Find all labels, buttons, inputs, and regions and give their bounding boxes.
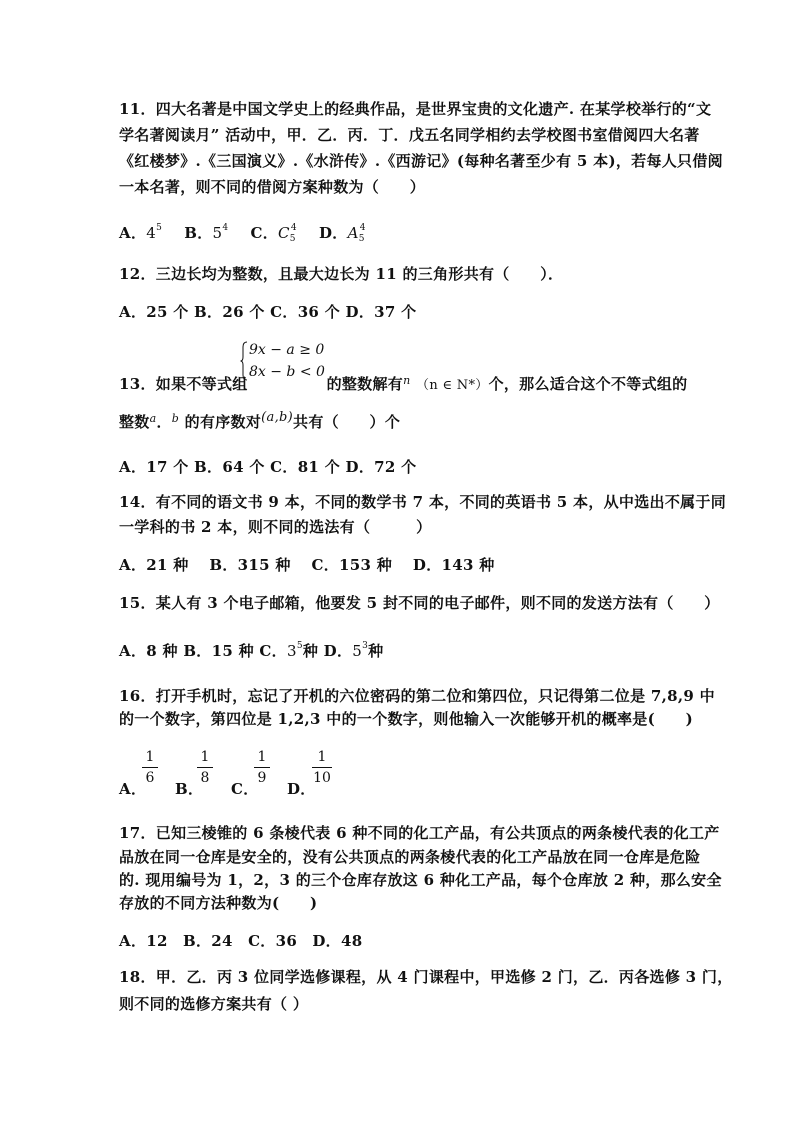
q11-text-line-1: 11．四大名著是中国文学史上的经典作品，是世界宝贵的文化遗产. 在某学校举行的“文: [119, 100, 712, 118]
fraction-numerator: 1: [145, 749, 155, 765]
q13-separator: ．: [156, 413, 172, 431]
q15-option-end: 种: [368, 642, 384, 660]
fraction-bar: [254, 767, 270, 768]
q14-text-line-2: 一学科的书 2 本，则不同的选法有（ ）: [119, 518, 432, 536]
q16-option-c-label: C．: [231, 780, 259, 798]
q16-text-line-2: 的一个数字，第四位是 1,2,3 中的一个数字，则他输入一次能够开机的概率是( ): [119, 710, 693, 728]
q18-text-line-1: 18．甲．乙．丙 3 位同学选修课程，从 4 门课程中，甲选修 2 门，乙．丙各选修 3 门，: [119, 968, 733, 986]
fraction-denominator: 10: [313, 770, 331, 786]
fraction-numerator: 1: [200, 749, 210, 765]
q11-option-a-exp: 5: [156, 223, 163, 233]
q14-options: A．21 种 B．315 种 C．153 种 D．143 种: [119, 556, 495, 574]
q13-line2-mid: 的有序数对: [184, 413, 262, 431]
q11-option-c-base: C: [278, 224, 290, 242]
q15-option-d-base: 5: [352, 642, 363, 660]
q17-text-line-1: 17．已知三棱锥的 6 条棱代表 6 种不同的化工产品，有公共顶点的两条棱代表的化工产: [119, 824, 720, 842]
q13-options: A．17 个 B．64 个 C．81 个 D．72 个: [119, 458, 417, 476]
q13-text-line-2: [119, 411, 400, 432]
q16-option-d-fraction: [310, 749, 334, 786]
q15-options: [119, 640, 383, 661]
q11-option-c-label: C．: [250, 224, 279, 242]
q13-line1-end: 个，那么适合这个不等式组的: [488, 375, 688, 393]
fraction-denominator: 9: [257, 770, 267, 786]
q15-options-ab: A．8 种 B．15 种 C．: [119, 642, 287, 660]
q11-option-d-sup: 4: [359, 223, 366, 233]
q13-text-line-1: [119, 373, 687, 394]
q13-ordered-pair: (a,b): [261, 410, 294, 425]
q17-options: A．12 B．24 C．36 D．48: [119, 932, 363, 950]
q14-text-line-1: 14．有不同的语文书 9 本，不同的数学书 7 本，不同的英语书 5 本，从中选出不属于同: [119, 493, 727, 511]
q13-line2-start: 整数: [119, 413, 150, 431]
q13-line1-start: 13．如果不等式组: [119, 375, 248, 393]
q12-text-line-1: 12．三边长均为整数，且最大边长为 11 的三角形共有（ ）．: [119, 265, 564, 283]
q11-option-b-label: B．: [184, 224, 213, 242]
q13-inequality-1: 9x − a ≥ 0: [249, 342, 325, 358]
q13-a-var: a: [149, 412, 157, 425]
q13-condition: （n ∈ N*）: [416, 378, 489, 393]
q11-option-c-sup: 4: [290, 223, 297, 233]
q16-option-d-label: D．: [287, 780, 316, 798]
q16-option-c-fraction: [252, 749, 272, 786]
q16-option-a-fraction: [140, 749, 160, 786]
q11-option-c-sub: 5: [289, 234, 296, 244]
q11-option-d-sub: 5: [358, 234, 365, 244]
q11-option-b-base: 5: [212, 224, 223, 242]
q16-text-line-1: 16．打开手机时，忘记了开机的六位密码的第二位和第四位，只记得第二位是 7,8,9 中: [119, 687, 715, 705]
q11-option-a-base: 4: [146, 224, 157, 242]
q11-option-d-base: A: [347, 224, 359, 242]
q18-text-line-2: 则不同的选修方案共有（ ）: [119, 995, 309, 1013]
fraction-numerator: 1: [257, 749, 267, 765]
q11-option-b-exp: 4: [222, 223, 229, 233]
q15-option-c-base: 3: [286, 642, 297, 660]
q11-option-d-label: D．: [318, 224, 348, 242]
fraction-numerator: 1: [317, 749, 327, 765]
fraction-bar: [197, 767, 213, 768]
q11-options: [119, 222, 366, 243]
q16-option-b-fraction: [195, 749, 215, 786]
fraction-bar: [312, 767, 332, 768]
fraction-denominator: 8: [200, 770, 210, 786]
q13-line1-mid: 的整数解有: [326, 375, 404, 393]
q12-options: A．25 个 B．26 个 C．36 个 D．37 个: [119, 303, 417, 321]
q13-line2-end: 共有（ ）个: [293, 413, 401, 431]
q11-text-line-2: 学名著阅读月” 活动中，甲．乙．丙．丁．戊五名同学相约去学校图书室借阅四大名著: [119, 126, 700, 144]
q16-option-b-label: B．: [175, 780, 204, 798]
q11-text-line-4: 一本名著，则不同的借阅方案种数为（ ）: [119, 178, 426, 196]
q11-option-a-label: A．: [119, 224, 147, 242]
q13-n-var: n: [403, 374, 411, 387]
q15-option-c-exp: 5: [296, 641, 303, 651]
fraction-denominator: 6: [145, 770, 155, 786]
q15-option-d-label: 种 D．: [302, 642, 353, 660]
fraction-bar: [142, 767, 158, 768]
q17-text-line-2: 品放在同一仓库是安全的，没有公共顶点的两条棱代表的化工产品放在同一仓库是危险: [119, 848, 701, 866]
q13-b-var: b: [171, 412, 180, 425]
q16-option-a-label: A．: [119, 780, 147, 798]
q17-text-line-3: 的. 现用编号为 1，2，3 的三个仓库存放这 6 种化工产品，每个仓库放 2 种，那么安全: [119, 871, 722, 889]
q13-inequality-2: 8x − b < 0: [249, 364, 325, 380]
q11-text-line-3: 《红楼梦》.《三国演义》.《水浒传》.《西游记》(每种名著至少有 5 本)，若每人只借阅: [119, 152, 723, 170]
q15-text-line-1: 15．某人有 3 个电子邮箱，他要发 5 封不同的电子邮件，则不同的发送方法有（ ）: [119, 594, 720, 612]
q15-option-d-exp: 3: [362, 641, 369, 651]
q17-text-line-4: 存放的不同方法种数为( ): [119, 894, 318, 912]
